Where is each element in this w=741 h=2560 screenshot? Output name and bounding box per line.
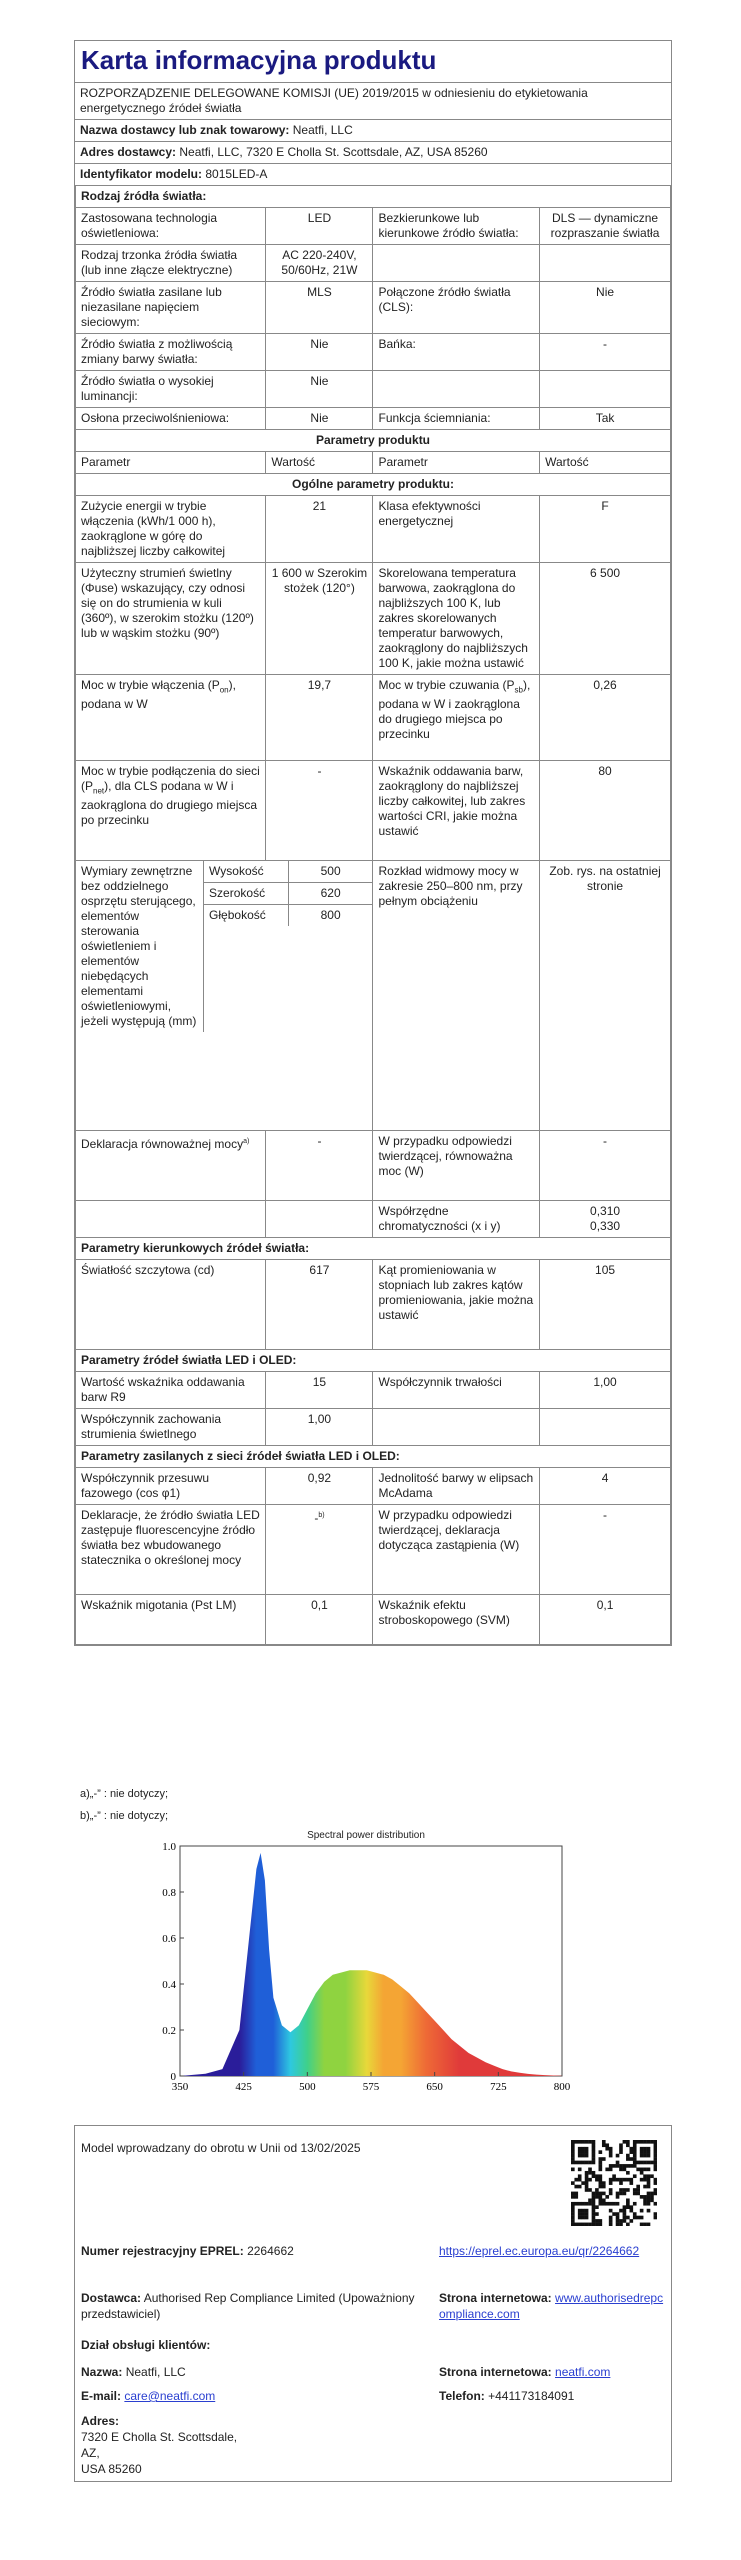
col-header-param: Parametr [76, 452, 266, 474]
general-header: Ogólne parametry produktu: [76, 474, 671, 496]
x-tick-label: 500 [299, 2081, 316, 2093]
x-tick-label: 575 [362, 2081, 380, 2093]
type-cell [540, 245, 671, 282]
table-cell: Wskaźnik oddawania barw, zaokrąglony do najbliższej liczby całkowitej, lub zakres wartości CRI, jakie można ustawić [373, 761, 540, 861]
supplier-value: Authorised Rep Compliance Limited (Upoważniony przedstawiciel) [81, 2291, 415, 2321]
table-cell: Użyteczny strumień świetlny (Φuse) wskazujący, czy odnosi się on do strumienia w kuli (360º), w szerokim stożku (120º) lub w wąskim stożku (90º) [76, 563, 266, 675]
dim-value: 800 [320, 908, 341, 922]
y-tick-label: 0.2 [162, 2025, 176, 2037]
dim-value: 500 [320, 864, 341, 878]
phone-label: Telefon: [439, 2389, 485, 2403]
chromaticity-y: 0,330 [590, 1219, 621, 1233]
led-header: Parametry źródeł światła LED i OLED: [76, 1350, 671, 1372]
type-header: Rodzaj źródła światła: [76, 186, 671, 208]
name-value: Neatfi, LLC [125, 2365, 186, 2379]
table-cell [373, 675, 540, 761]
table-cell [266, 1505, 373, 1595]
footnotes [80, 1783, 168, 1827]
table-cell-text: - [314, 1511, 319, 1525]
page-title: Karta informacyjna produktu [81, 45, 437, 75]
type-row [76, 334, 671, 371]
y-tick-label: 0 [170, 2071, 176, 2083]
table-row [76, 675, 671, 761]
table-row [76, 496, 671, 563]
table-row [76, 761, 671, 861]
model-row [75, 164, 671, 185]
col-header-param: Parametr [373, 452, 540, 474]
type-cell [540, 371, 671, 408]
type-cell: DLS — dynamiczne rozpraszanie światła [540, 208, 671, 245]
customer-service-label [81, 2337, 210, 2353]
table-cell [373, 1409, 540, 1446]
params-header: Parametry produktu [76, 430, 671, 452]
table-cell-text: ), podana w W [81, 678, 236, 712]
website2-link[interactable]: neatfi.com [555, 2365, 611, 2379]
col-header-value: Wartość [266, 452, 373, 474]
website-label: Strona internetowa: [439, 2291, 552, 2305]
supplier-address-row [75, 142, 671, 163]
website2-label: Strona internetowa: [439, 2365, 552, 2379]
table-cell: 105 [540, 1260, 671, 1350]
table-cell: - [266, 761, 373, 861]
table-cell: 0,1 [266, 1595, 373, 1645]
regulation-text: ROZPORZĄDZENIE DELEGOWANE KOMISJI (UE) 2019/2015 w odniesieniu do etykietowania energetycznego źródeł światła [80, 86, 588, 115]
type-row [76, 371, 671, 408]
supplier-address-label: Adres dostawcy: [80, 145, 177, 159]
qr-code-svg [571, 2140, 657, 2226]
type-cell: Połączone źródło światła (CLS): [373, 282, 540, 334]
phone-row [439, 2388, 574, 2404]
type-row [76, 245, 671, 282]
table-cell: Kąt promieniowania w stopniach lub zakres kątów promieniowania, jakie można ustawić [373, 1260, 540, 1350]
table-cell: Jednolitość barwy w elipsach McAdama [373, 1468, 540, 1505]
spectrum-area [180, 1853, 562, 2076]
table-cell: 21 [266, 496, 373, 563]
type-cell: Zastosowana technologia oświetleniowa: [76, 208, 266, 245]
address-block [81, 2413, 237, 2477]
y-tick-label: 1.0 [162, 1841, 176, 1853]
supplier-address-value: Neatfi, LLC, 7320 E Cholla St. Scottsdale, AZ, USA 85260 [179, 145, 488, 159]
table-cell-text: ), podana w W i zaokrąglona do drugiego miejsca po przecinku [378, 678, 531, 742]
table-cell: Wartość wskaźnika oddawania barw R9 [76, 1372, 266, 1409]
type-cell: Źródło światła o wysokiej luminancji: [76, 371, 266, 408]
table-row [76, 1131, 671, 1201]
table-cell [76, 1201, 266, 1238]
table-cell: Wskaźnik efektu stroboskopowego (SVM) [373, 1595, 540, 1645]
y-tick-label: 0.8 [162, 1887, 176, 1899]
footer-info [74, 2125, 672, 2482]
table-cell-text: Moc w trybie podłączenia do sieci (P [81, 764, 260, 793]
table-cell: 0,92 [266, 1468, 373, 1505]
type-row [76, 408, 671, 430]
supplier-row [81, 2290, 426, 2322]
address-label: Adres: [81, 2414, 120, 2428]
table-cell: - [266, 1131, 373, 1201]
chart-layer [162, 1841, 570, 2093]
table-cell: W przypadku odpowiedzi twierdzącej, równoważna moc (W) [373, 1131, 540, 1201]
table-cell-text: Moc w trybie włączenia (P [81, 678, 220, 692]
qr-code [571, 2140, 657, 2226]
table-cell: Klasa efektywności energetycznej [373, 496, 540, 563]
website2-row [439, 2364, 610, 2380]
table-cell [76, 675, 266, 761]
dimensions-cell [76, 861, 373, 1131]
table-cell [540, 1409, 671, 1446]
params-table [75, 185, 671, 1645]
supplier-name-row [75, 120, 671, 141]
table-row [76, 1505, 671, 1595]
table-cell: W przypadku odpowiedzi twierdzącej, deklaracja dotycząca zastąpienia (W) [373, 1505, 540, 1595]
table-cell: 19,7 [266, 675, 373, 761]
supplier-label: Dostawca: [81, 2291, 142, 2305]
table-cell: Zużycie energii w trybie włączenia (kWh/1 000 h), zaokrąglone w górę do najbliższej liczby całkowitej [76, 496, 266, 563]
intro-text: Model wprowadzany do obrotu w Unii od 13/02/2025 [81, 2141, 361, 2155]
type-row [76, 282, 671, 334]
type-cell: Nie [540, 282, 671, 334]
table-cell: Zob. rys. na ostatniej stronie [540, 861, 671, 1131]
type-cell: Osłona przeciwolśnieniowa: [76, 408, 266, 430]
chromaticity-x: 0,310 [590, 1204, 621, 1218]
dimensions-label: Wymiary zewnętrzne bez oddzielnego osprzętu sterującego, elementów sterowania oświetleniem i elementów niebędących elementami oświetleniowymi, jeżeli występują (mm) [76, 861, 204, 1032]
type-cell [373, 245, 540, 282]
table-cell-sub: on [219, 685, 229, 695]
dim-label: Szerokość [204, 883, 289, 904]
table-row [76, 1260, 671, 1350]
eprel-link-text[interactable]: https://eprel.ec.europa.eu/qr/2264662 [439, 2244, 640, 2258]
type-cell: Źródło światła z możliwością zmiany barwy światła: [76, 334, 266, 371]
chart-title: Spectral power distribution [307, 1830, 425, 1841]
table-cell-text: Deklaracja równoważnej mocy [81, 1137, 244, 1151]
spectral-chart [150, 1826, 570, 2096]
table-cell [76, 1131, 266, 1201]
type-cell: Nie [266, 334, 373, 371]
table-cell: 80 [540, 761, 671, 861]
eprel-value: 2264662 [247, 2244, 294, 2258]
table-cell: Współczynnik zachowania strumienia świetlnego [76, 1409, 266, 1446]
table-cell: 0,1 [540, 1595, 671, 1645]
type-cell [373, 371, 540, 408]
type-cell: Bezkierunkowe lub kierunkowe źródło światła: [373, 208, 540, 245]
email-row [81, 2388, 215, 2404]
type-cell: Rodzaj trzonka źródła światła (lub inne złącze elektryczne) [76, 245, 266, 282]
supplier-name-value: Neatfi, LLC [292, 123, 353, 137]
table-cell: Współrzędne chromatyczności (x i y) [373, 1201, 540, 1238]
table-cell: Światłość szczytowa (cd) [76, 1260, 266, 1350]
table-cell: 15 [266, 1372, 373, 1409]
phone-value: +441173184091 [488, 2389, 575, 2403]
table-cell: 617 [266, 1260, 373, 1350]
eprel-row [81, 2243, 294, 2259]
table-cell: - [540, 1505, 671, 1595]
model-value: 8015LED-A [205, 167, 268, 181]
x-tick-label: 650 [426, 2081, 443, 2093]
table-cell-sub: net [93, 786, 105, 796]
dim-row [204, 883, 372, 905]
type-cell: - [540, 334, 671, 371]
table-cell: Wskaźnik migotania (Pst LM) [76, 1595, 266, 1645]
x-tick-label: 425 [235, 2081, 252, 2093]
customer-service-heading: Dział obsługi klientów: [81, 2338, 211, 2352]
mains-header: Parametry zasilanych z sieci źródeł światła LED i OLED: [76, 1446, 671, 1468]
x-tick-label: 725 [490, 2081, 507, 2093]
table-cell: 0,26 [540, 675, 671, 761]
name-label: Nazwa: [81, 2365, 123, 2379]
supplier-name-label: Nazwa dostawcy lub znak towarowy: [80, 123, 290, 137]
table-cell [540, 1201, 671, 1238]
table-cell: Deklaracje, że źródło światła LED zastępuje fluorescencyjne źródło światła bez wbudowanego statecznika o określonej mocy [76, 1505, 266, 1595]
dim-value: 620 [320, 886, 341, 900]
table-cell: F [540, 496, 671, 563]
dimensions-values [204, 861, 372, 1032]
y-tick-label: 0.4 [162, 1979, 176, 1991]
dim-row [204, 905, 372, 926]
model-label: Identyfikator modelu: [80, 167, 203, 181]
table-row [76, 861, 671, 1131]
table-cell-text: Moc w trybie czuwania (P [378, 678, 515, 692]
table-row [76, 1201, 671, 1238]
type-row [76, 208, 671, 245]
table-cell: - [540, 1131, 671, 1201]
table-cell: Współczynnik przesuwu fazowego (cos φ1) [76, 1468, 266, 1505]
table-row [76, 563, 671, 675]
table-cell [266, 1201, 373, 1238]
footnote-ref: a) [243, 1138, 250, 1145]
x-tick-label: 350 [171, 2081, 189, 2093]
type-cell: AC 220-240V, 50/60Hz, 21W [266, 245, 373, 282]
table-cell: 4 [540, 1468, 671, 1505]
footnote-a: a)„-” : nie dotyczy; [80, 1788, 169, 1800]
address-line: 7320 E Cholla St. Scottsdale, [81, 2430, 238, 2444]
product-information-sheet [74, 40, 672, 1646]
type-cell: Tak [540, 408, 671, 430]
type-cell: Funkcja ściemniania: [373, 408, 540, 430]
eprel-label: Numer rejestracyjny EPREL: [81, 2244, 244, 2258]
email-label: E-mail: [81, 2389, 122, 2403]
table-cell: 1,00 [540, 1372, 671, 1409]
type-cell: MLS [266, 282, 373, 334]
table-cell: 1,00 [266, 1409, 373, 1446]
y-tick-label: 0.6 [162, 1933, 176, 1945]
table-cell: Współczynnik trwałości [373, 1372, 540, 1409]
table-cell: Rozkład widmowy mocy w zakresie 250–800 nm, przy pełnym obciążeniu [373, 861, 540, 1131]
name-row [81, 2364, 186, 2380]
table-row [76, 1468, 671, 1505]
dim-label: Głębokość [204, 905, 289, 926]
type-cell: Bańka: [373, 334, 540, 371]
type-cell: Nie [266, 408, 373, 430]
x-tick-label: 800 [553, 2081, 570, 2093]
table-row [76, 1595, 671, 1645]
table-row [76, 1372, 671, 1409]
dim-row [204, 861, 372, 883]
table-cell-text: ), dla CLS podana w W i zaokrąglona do drugiego miejsca po przecinku [81, 779, 258, 828]
directional-header: Parametry kierunkowych źródeł światła: [76, 1238, 671, 1260]
email-link[interactable]: care@neatfi.com [124, 2389, 216, 2403]
table-cell: 6 500 [540, 563, 671, 675]
type-cell: LED [266, 208, 373, 245]
footnote-b: b)„-” : nie dotyczy; [80, 1810, 169, 1822]
type-cell: Źródło światła zasilane lub niezasilane napięciem sieciowym: [76, 282, 266, 334]
table-cell-sub: sb [514, 685, 523, 695]
table-cell: 1 600 w Szerokim stożek (120°) [266, 563, 373, 675]
dim-label: Wysokość [204, 861, 289, 882]
website-link[interactable]: www.authorisedrepcompliance.com [439, 2291, 664, 2321]
address-line: AZ, [81, 2446, 100, 2460]
footnote-ref: b) [318, 1512, 325, 1519]
eprel-link[interactable] [439, 2243, 649, 2259]
website-row [439, 2290, 664, 2322]
table-row [76, 1409, 671, 1446]
table-cell [76, 761, 266, 861]
address-line: USA 85260 [81, 2462, 142, 2476]
type-cell: Nie [266, 371, 373, 408]
table-cell: Skorelowana temperatura barwowa, zaokrąglona do najbliższych 100 K, lub zakres skorelowanych temperatur barwowych, zaokrąglony do najbliższych 100 K, jakie można ustawić [373, 563, 540, 675]
spectral-chart-svg [150, 1826, 570, 2096]
col-header-value: Wartość [540, 452, 671, 474]
